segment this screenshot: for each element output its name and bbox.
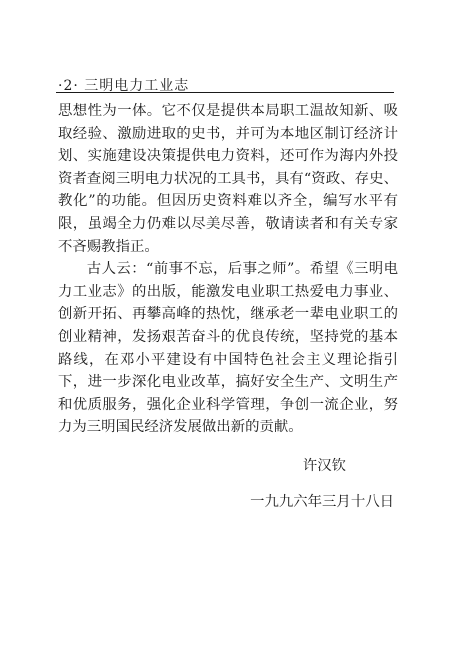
body-text — [58, 100, 398, 439]
paragraph-continued: 思想性为一体。它不仅是提供本局职工温故知新、吸取经验、激励进取的史书，并可为本地区制订经济计划、实施建设决策提供电力资料，还可作为海内外投资者查阅三明电力状况的工具书，具有“资政、存史、教化”的功能。但因历史资料难以齐全，编写水平有限，虽竭全力仍难以尽美尽善，敬请读者和有关专家不吝赐教指正。 — [58, 103, 398, 255]
paragraph: 古人云：“前事不忘，后事之师”。希望《三明电力工业志》的出版，能激发电业职工热爱电力事业、创新开拓、再攀高峰的热忱，继承老一辈电业职工的创业精神，发扬艰苦奋斗的优良传统，坚持党的基本路线，在邓小平建设有中国特色社会主义理论指引下，进一步深化电业改革，搞好安全生产、文明生产和优质服务，强化企业科学管理，争创一流企业，努力为三明国民经济发展做出新的贡献。 — [58, 261, 398, 436]
signature-block — [58, 455, 396, 513]
signature-date: 一九九六年三月十八日 — [250, 494, 394, 510]
page-number: ·2· — [58, 78, 79, 94]
author-name: 许汉钦 — [302, 458, 346, 474]
header-divider — [56, 92, 394, 93]
book-title: 三明电力工业志 — [84, 78, 190, 94]
